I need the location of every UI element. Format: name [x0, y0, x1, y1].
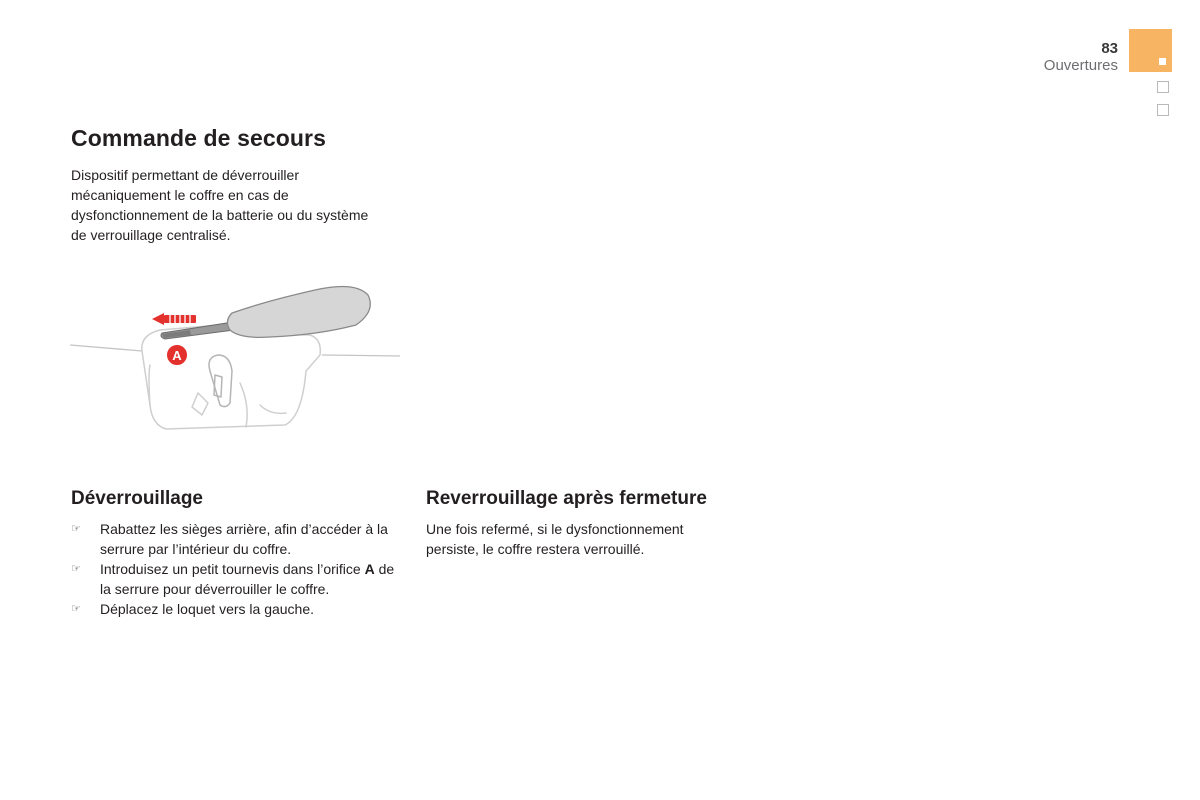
trunk-lock-illustration	[70, 275, 400, 435]
page-number: 83	[1101, 40, 1118, 57]
chapter-name: Ouvertures	[1043, 57, 1118, 74]
left-arrow-icon	[152, 313, 196, 325]
section-title: Commande de secours	[71, 125, 326, 151]
step-text-before: Introduisez un petit tournevis dans l’orifice	[100, 561, 365, 577]
pointing-hand-icon: ☞	[71, 603, 81, 615]
trunk-lock-icon	[142, 325, 320, 429]
pointing-hand-icon: ☞	[71, 563, 81, 575]
orifice-reference: A	[364, 561, 375, 577]
chapter-tab	[1129, 29, 1172, 72]
relocking-title: Reverrouillage après fermeture	[426, 488, 707, 509]
relocking-text: Une fois refermé, si le dysfonctionnement persiste, le coffre restera verrouillé.	[426, 521, 684, 557]
marker-a	[166, 344, 188, 366]
list-item	[71, 559, 401, 599]
tab-indicator-dot	[1159, 58, 1166, 65]
list-item	[71, 599, 401, 619]
unlocking-title: Déverrouillage	[71, 488, 203, 509]
step-text-after: de la serrure pour déverrouiller le coffre.	[100, 561, 395, 597]
list-item	[71, 519, 401, 559]
section-intro: Dispositif permettant de déverrouiller mécaniquement le coffre en cas de dysfonctionnement de la batterie ou du système de verrouillage centralisé.	[71, 167, 369, 243]
step-text: Déplacez le loquet vers la gauche.	[100, 601, 315, 617]
tab-box	[1157, 104, 1169, 116]
step-text: Rabattez les sièges arrière, afin d’accéder à la serrure par l’intérieur du coffre.	[100, 521, 388, 557]
unlocking-steps	[71, 519, 401, 619]
pointing-hand-icon: ☞	[71, 523, 81, 535]
tab-box	[1157, 81, 1169, 93]
screwdriver-icon	[161, 286, 370, 339]
marker-a-label: A	[172, 348, 182, 363]
